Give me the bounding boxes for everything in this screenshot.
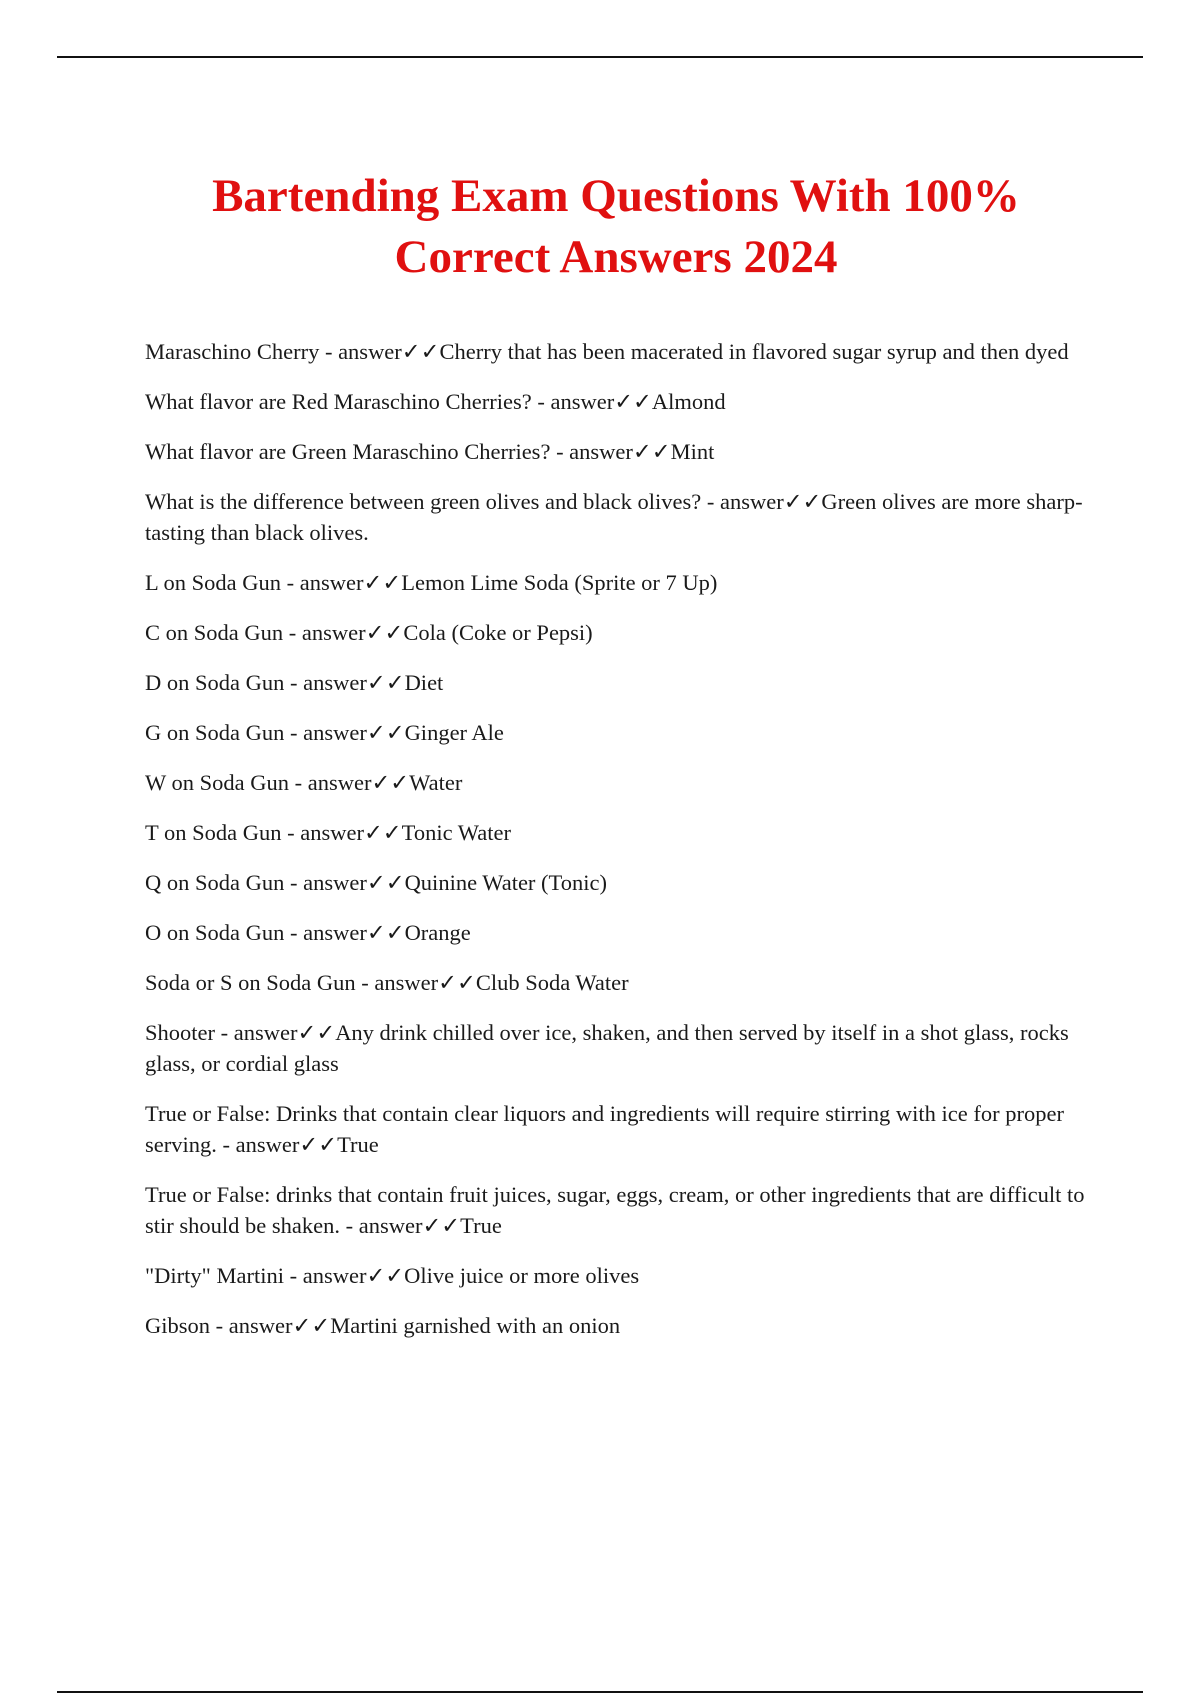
question-text: "Dirty" Martini [145, 1263, 284, 1288]
question-text: What is the difference between green olives and black olives? [145, 489, 702, 514]
answer-separator: - answer [281, 820, 364, 845]
question-text: Maraschino Cherry [145, 339, 320, 364]
question-text: W on Soda Gun [145, 770, 289, 795]
answer-text: Any drink chilled over ice, shaken, and then served by itself in a shot glass, rocks glass, or cordial glass [145, 1020, 1069, 1076]
document-title: Bartending Exam Questions With 100% Correct Answers 2024 [212, 170, 1020, 283]
qa-item [145, 1017, 1095, 1079]
question-text: D on Soda Gun [145, 670, 285, 695]
qa-item [145, 336, 1095, 367]
answer-text: Lemon Lime Soda (Sprite or 7 Up) [401, 570, 718, 595]
double-checkmark-icon: ✓✓ [366, 670, 405, 695]
qa-item [145, 867, 1095, 898]
answer-text: Orange [404, 920, 471, 945]
qa-item [145, 717, 1095, 748]
question-text: Shooter [145, 1020, 215, 1045]
question-text: What flavor are Green Maraschino Cherries? [145, 439, 551, 464]
answer-text: Mint [670, 439, 715, 464]
question-text: True or False: Drinks that contain clear liquors and ingredients will require stirring with ice for proper serving. [145, 1101, 1064, 1157]
qa-item [145, 1310, 1095, 1341]
qa-item [145, 617, 1095, 648]
question-text: Q on Soda Gun [145, 870, 285, 895]
answer-separator: - answer [531, 389, 615, 414]
question-text: G on Soda Gun [145, 720, 285, 745]
double-checkmark-icon: ✓✓ [783, 489, 822, 514]
double-checkmark-icon: ✓✓ [401, 339, 440, 364]
answer-text: True [337, 1132, 379, 1157]
qa-item [145, 767, 1095, 798]
answer-separator: - answer [210, 1313, 293, 1338]
answer-text: Diet [404, 670, 444, 695]
answer-text: Olive juice or more olives [404, 1263, 640, 1288]
answer-text: Cherry that has been macerated in flavored sugar syrup and then dyed [439, 339, 1069, 364]
qa-item [145, 1179, 1095, 1241]
answer-text: Water [409, 770, 463, 795]
answer-text: Club Soda Water [475, 970, 629, 995]
answer-separator: - answer [284, 920, 367, 945]
double-checkmark-icon: ✓✓ [366, 870, 405, 895]
header-rule [57, 56, 1143, 58]
qa-item [145, 436, 1095, 467]
answer-text: Quinine Water (Tonic) [404, 870, 607, 895]
qa-item [145, 1260, 1095, 1291]
question-text: L on Soda Gun [145, 570, 282, 595]
answer-text: Almond [651, 389, 726, 414]
double-checkmark-icon: ✓✓ [363, 570, 402, 595]
answer-separator: - answer [339, 1213, 423, 1238]
question-text: What flavor are Red Maraschino Cherries? [145, 389, 532, 414]
double-checkmark-icon: ✓✓ [299, 1132, 338, 1157]
answer-separator: - answer [283, 620, 366, 645]
answer-text: Green olives are more sharp-tasting than black olives. [145, 489, 1083, 545]
qa-item [145, 817, 1095, 848]
double-checkmark-icon: ✓✓ [363, 820, 402, 845]
double-checkmark-icon: ✓✓ [371, 770, 410, 795]
answer-separator: - answer [319, 339, 402, 364]
double-checkmark-icon: ✓✓ [365, 620, 404, 645]
answer-separator: - answer [288, 770, 372, 795]
question-text: C on Soda Gun [145, 620, 284, 645]
qa-item [145, 667, 1095, 698]
answer-text: Ginger Ale [404, 720, 504, 745]
answer-separator: - answer [281, 570, 364, 595]
question-text: O on Soda Gun [145, 920, 285, 945]
answer-separator: - answer [283, 1263, 367, 1288]
answer-separator: - answer [550, 439, 633, 464]
double-checkmark-icon: ✓✓ [366, 720, 405, 745]
answer-separator: - answer [284, 670, 367, 695]
double-checkmark-icon: ✓✓ [438, 970, 476, 995]
question-answer-list [145, 336, 1095, 1360]
answer-separator: - answer [216, 1132, 300, 1157]
answer-text: Cola (Coke or Pepsi) [403, 620, 593, 645]
answer-text: Tonic Water [401, 820, 511, 845]
answer-text: Martini garnished with an onion [330, 1313, 621, 1338]
double-checkmark-icon: ✓✓ [297, 1020, 336, 1045]
double-checkmark-icon: ✓✓ [366, 1263, 405, 1288]
answer-separator: - answer [215, 1020, 298, 1045]
qa-item [145, 386, 1095, 417]
question-text: T on Soda Gun [145, 820, 282, 845]
question-text: Soda or S on Soda Gun [145, 970, 356, 995]
answer-separator: - answer [701, 489, 784, 514]
double-checkmark-icon: ✓✓ [614, 389, 652, 414]
qa-item [145, 917, 1095, 948]
answer-separator: - answer [284, 870, 367, 895]
qa-item [145, 486, 1095, 548]
answer-text: True [460, 1213, 502, 1238]
double-checkmark-icon: ✓✓ [292, 1313, 331, 1338]
double-checkmark-icon: ✓✓ [422, 1213, 461, 1238]
double-checkmark-icon: ✓✓ [632, 439, 671, 464]
question-text: True or False: drinks that contain fruit juices, sugar, eggs, cream, or other ingredients that are difficult to stir should be shaken. [145, 1182, 1085, 1238]
double-checkmark-icon: ✓✓ [366, 920, 405, 945]
qa-item [145, 567, 1095, 598]
answer-separator: - answer [355, 970, 439, 995]
footer-rule [57, 1691, 1143, 1693]
question-text: Gibson [145, 1313, 211, 1338]
qa-item [145, 1098, 1095, 1160]
answer-separator: - answer [284, 720, 367, 745]
qa-item [145, 967, 1095, 998]
